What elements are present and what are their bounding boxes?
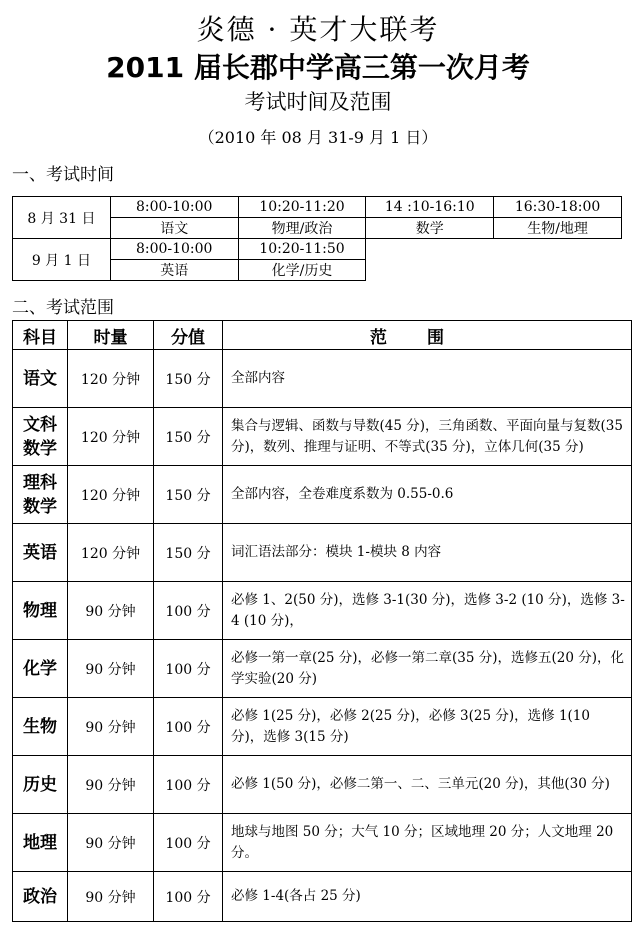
scope-range: 集合与逻辑、函数与导数(45 分)，三角函数、平面向量与复数(35 分)，数列、推理与证明、不等式(35 分)，立体几何(35 分): [223, 408, 632, 466]
scope-subject: 政治: [13, 872, 68, 922]
scope-range: 地球与地图 50 分；大气 10 分；区域地理 20 分；人文地理 20 分。: [223, 814, 632, 872]
schedule-time: 8:00-10:00: [110, 197, 238, 218]
scope-subject: 历史: [13, 756, 68, 814]
scope-row: [13, 524, 632, 582]
schedule-time: 16:30-18:00: [494, 197, 622, 218]
scope-score: 100 分: [154, 582, 223, 640]
schedule-day: 8 月 31 日: [13, 197, 111, 239]
scope-range: 必修 1(25 分)，必修 2(25 分)，必修 3(25 分)，选修 1(10 分)，选修 3(15 分): [223, 698, 632, 756]
scope-row: [13, 814, 632, 872]
scope-row: [13, 466, 632, 524]
scope-range: 必修一第一章(25 分)，必修一第二章(35 分)，选修五(20 分)，化学实验(20 分): [223, 640, 632, 698]
scope-header-range: 范围: [223, 321, 632, 350]
exam-scope-table: [12, 320, 632, 922]
scope-duration: 120 分钟: [68, 408, 154, 466]
scope-header-row: [13, 321, 632, 350]
scope-header-score: 分值: [154, 321, 223, 350]
scope-subject: 理科 数学: [13, 466, 68, 524]
scope-row: [13, 350, 632, 408]
scope-score: 100 分: [154, 756, 223, 814]
schedule-time: 14 :10-16:10: [366, 197, 494, 218]
scope-duration: 90 分钟: [68, 872, 154, 922]
scope-score: 150 分: [154, 524, 223, 582]
schedule-time: 10:20-11:20: [238, 197, 366, 218]
scope-subject: 语文: [13, 350, 68, 408]
scope-duration: 90 分钟: [68, 756, 154, 814]
scope-header-subject: 科目: [13, 321, 68, 350]
scope-duration: 90 分钟: [68, 814, 154, 872]
schedule-subject: 化学/历史: [238, 260, 366, 281]
schedule-subject: 生物/地理: [494, 218, 622, 239]
section-exam-scope-title: 二、考试范围: [12, 298, 114, 318]
exam-schedule-table: [12, 196, 622, 281]
scope-score: 100 分: [154, 872, 223, 922]
exam-subtitle: 考试时间及范围: [244, 90, 392, 114]
schedule-time: 8:00-10:00: [110, 239, 238, 260]
scope-row: [13, 640, 632, 698]
schedule-subject: 物理/政治: [238, 218, 366, 239]
scope-subject: 英语: [13, 524, 68, 582]
scope-duration: 120 分钟: [68, 350, 154, 408]
scope-row: [13, 756, 632, 814]
exam-title: 2011 届长郡中学高三第一次月考: [106, 51, 530, 84]
scope-range: 必修 1、2(50 分)，选修 3-1(30 分)，选修 3-2 (10 分)，选修 3-4 (10 分)，: [223, 582, 632, 640]
scope-subject: 化学: [13, 640, 68, 698]
scope-subject: 文科 数学: [13, 408, 68, 466]
scope-header-duration: 时量: [68, 321, 154, 350]
scope-score: 150 分: [154, 408, 223, 466]
schedule-row-time: [13, 239, 622, 260]
scope-subject: 生物: [13, 698, 68, 756]
scope-subject: 地理: [13, 814, 68, 872]
scope-range: 必修 1(50 分)，必修二第一、二、三单元(20 分)，其他(30 分): [223, 756, 632, 814]
header-line1: 炎德 · 英才大联考: [196, 13, 440, 46]
scope-duration: 120 分钟: [68, 466, 154, 524]
scope-duration: 90 分钟: [68, 582, 154, 640]
scope-range: 词汇语法部分：模块 1-模块 8 内容: [223, 524, 632, 582]
scope-row: [13, 698, 632, 756]
scope-subject: 物理: [13, 582, 68, 640]
scope-score: 150 分: [154, 350, 223, 408]
exam-date: （2010 年 08 月 31-9 月 1 日）: [198, 128, 438, 147]
section-exam-time-title: 一、考试时间: [12, 165, 114, 185]
scope-score: 100 分: [154, 814, 223, 872]
scope-row: [13, 872, 632, 922]
scope-duration: 90 分钟: [68, 640, 154, 698]
schedule-time: 10:20-11:50: [238, 239, 366, 260]
schedule-subject: 数学: [366, 218, 494, 239]
scope-range: 必修 1-4(各占 25 分): [223, 872, 632, 922]
scope-row: [13, 582, 632, 640]
schedule-subject: 英语: [110, 260, 238, 281]
scope-score: 100 分: [154, 640, 223, 698]
schedule-row-time: [13, 197, 622, 218]
scope-duration: 120 分钟: [68, 524, 154, 582]
schedule-subject: 语文: [110, 218, 238, 239]
scope-duration: 90 分钟: [68, 698, 154, 756]
schedule-empty: [366, 239, 622, 281]
schedule-day: 9 月 1 日: [13, 239, 111, 281]
scope-range: 全部内容，全卷难度系数为 0.55-0.6: [223, 466, 632, 524]
scope-score: 100 分: [154, 698, 223, 756]
scope-row: [13, 408, 632, 466]
scope-score: 150 分: [154, 466, 223, 524]
scope-range: 全部内容: [223, 350, 632, 408]
